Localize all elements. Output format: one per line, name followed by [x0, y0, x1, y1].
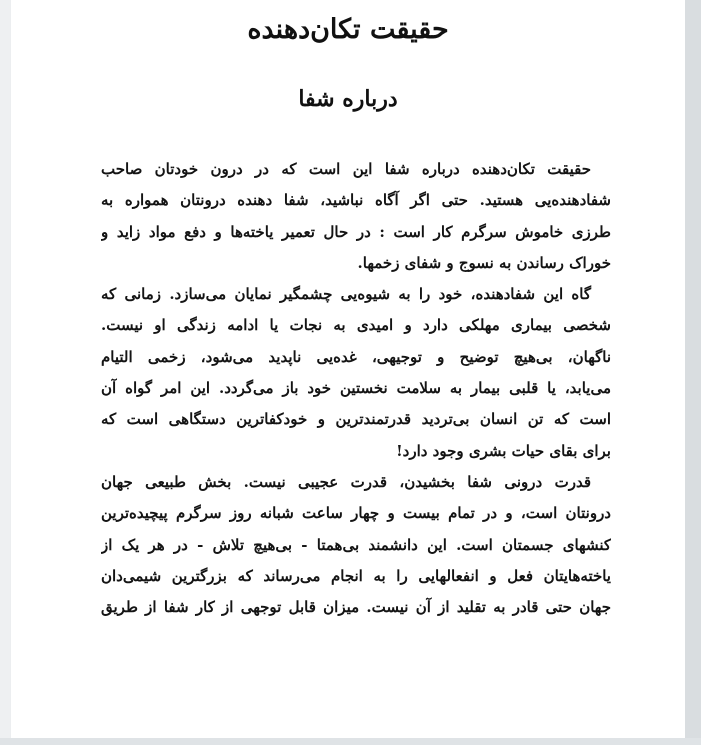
text-line: می‌یابد، یا قلبی بیمار به سلامت نخستین خود باز می‌گردد. این امر گواه آن: [101, 379, 611, 398]
text-line: خوراک رساندن به نسوج و شفای زخمها.: [357, 253, 611, 272]
text-line: گاه این شفادهنده، خود را به شیوه‌یی چشمگیر نمایان می‌سازد. زمانی که: [101, 285, 591, 304]
document-page: [11, 0, 685, 738]
text-line: برای بقای حیات بشری وجود دارد!: [396, 441, 611, 460]
text-line: یاخته‌هایتان فعل و انفعالهایی را به انجام می‌رساند که بزرگترین شیمی‌دان: [101, 566, 611, 585]
text-line: جهان حتی قادر به تقلید از آن نیست. میزان قابل توجهی از کار شفا از طریق: [101, 598, 611, 617]
page-title: حقیقت تکان‌دهنده: [247, 14, 449, 45]
text-line: شخصی بیماری مهلکی دارد و امیدی به نجات یا ادامه زندگی او نیست.: [101, 316, 611, 335]
viewer-bottom-margin: [0, 738, 701, 745]
body-text: [101, 154, 611, 623]
text-line: ناگهان، بی‌هیچ توضیح و توجیهی، غده‌یی ناپدید می‌شود، زخمی التیام: [101, 347, 611, 366]
text-line: درونتان است، و در تمام بیست و چهار ساعت شبانه روز سرگرم پیچیده‌ترین: [101, 504, 611, 523]
section-heading: درباره شفا: [298, 86, 398, 112]
text-line: کنشهای جسمتان است. این دانشمند بی‌همتا - بی‌هیچ تلاش - در هر یک از: [101, 535, 611, 554]
text-line: حقیقت تکان‌دهنده درباره شفا این است که در درون خودتان صاحب: [101, 160, 591, 178]
text-line: قدرت درونی شفا بخشیدن، قدرت عجیبی نیست. بخش طبیعی جهان: [101, 472, 591, 491]
viewer-left-margin: [0, 0, 11, 745]
text-line: است که تن انسان بی‌تردید قدرتمندترین و خودکفاترین دستگاهی است که: [101, 410, 611, 429]
viewer-right-margin: [685, 0, 701, 745]
text-line: طرزی خاموش سرگرم کار است : در حال تعمیر یاخته‌ها و دفع مواد زاید و: [101, 222, 611, 241]
text-line: شفادهنده‌یی هستید. حتی اگر آگاه نباشید، شفا دهنده درونتان همواره به: [101, 191, 611, 210]
